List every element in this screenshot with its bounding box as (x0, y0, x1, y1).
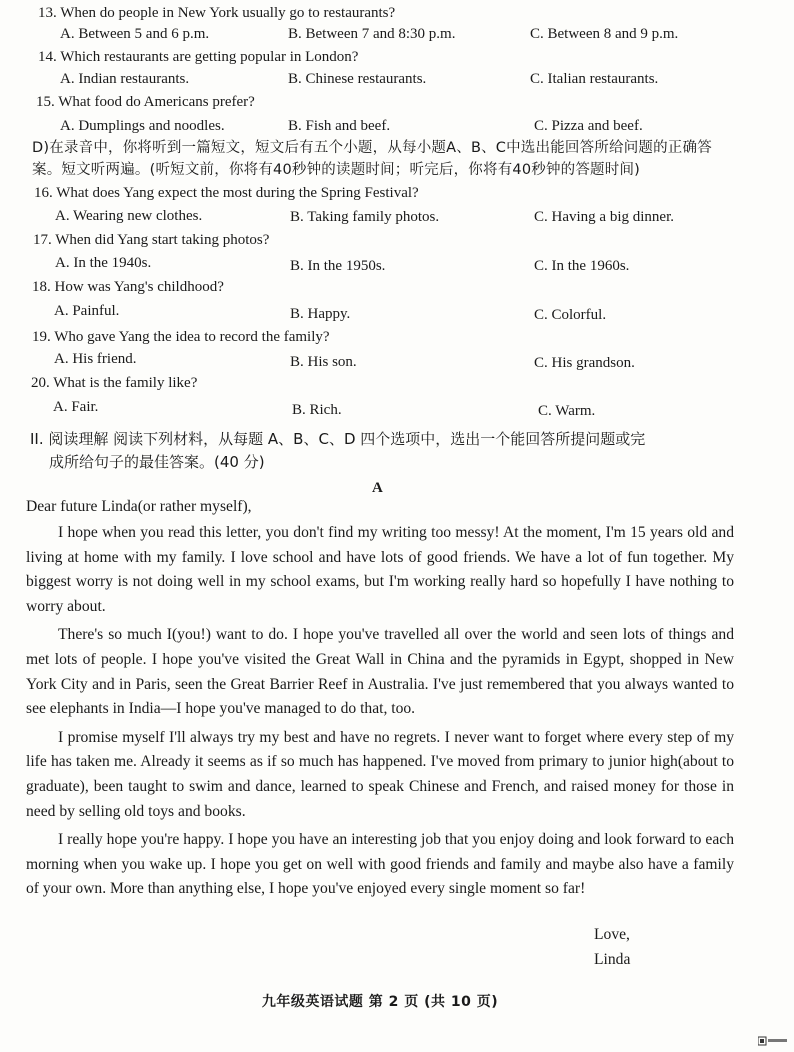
q19-option-c: C. His grandson. (534, 355, 635, 371)
question-20: 20. What is the family like? (31, 375, 198, 391)
q14-option-b: B. Chinese restaurants. (288, 71, 427, 87)
letter-closing: Love, (594, 926, 630, 943)
q18-option-b: B. Happy. (290, 306, 351, 322)
reading-section-heading-line-2: 成所给句子的最佳答案。(40 分) (49, 453, 265, 471)
section-d-instructions-line-2: 案。短文听两遍。(听短文前，你将有40秒钟的读题时间；听完后，你将有40秒钟的答题时间) (32, 162, 641, 178)
question-19: 19. Who gave Yang the idea to record the family? (32, 329, 330, 345)
q20-option-b: B. Rich. (292, 402, 342, 418)
letter-paragraph: I really hope you're happy. I hope you have an interesting job that you enjoy doing and look forward to each morning when you wake up. I hope you get on well with good friends and family and maybe also have a family of your own. More than anything else, I hope you've enjoyed every single moment so far! (26, 831, 734, 898)
letter-paragraph: There's so much I(you!) want to do. I hope you've travelled all over the world and seen lots of things and met lots of people. I hope you've visited the Great Wall in China and the pyramids in Egypt, shopped in New York City and in Paris, seen the Great Barrier Reef in Australia. I've just remembered that you always wanted to see elephants in India—I hope you've managed to do that, too. (26, 626, 734, 718)
letter-paragraph: I promise myself I'll always try my best and have no regrets. I never want to forget where every step of my life has taken me. Already it seems as if so much has happened. I've moved from primary to junior high(about to graduate), been taught to swim and dance, learned to speak Chinese and French, and raised money for those in need by selling old toys and books. (26, 728, 734, 820)
section-d-instructions-line-1: D)在录音中，你将听到一篇短文，短文后有五个小题，从每小题A、B、C中选出能回答所给问题的正确答 (32, 140, 712, 156)
q13-option-c: C. Between 8 and 9 p.m. (530, 26, 679, 42)
letter-body (26, 521, 734, 902)
q13-option-a: A. Between 5 and 6 p.m. (60, 26, 210, 42)
q16-option-c: C. Having a big dinner. (534, 209, 674, 225)
question-16: 16. What does Yang expect the most during the Spring Festival? (34, 185, 419, 201)
q20-option-a: A. Fair. (53, 399, 99, 415)
passage-label: A (372, 480, 383, 496)
page-footer: 九年级英语试题 第 2 页 (共 10 页) (261, 994, 499, 1010)
q18-option-a: A. Painful. (54, 303, 120, 319)
q14-option-c: C. Italian restaurants. (530, 71, 659, 87)
q19-option-b: B. His son. (290, 354, 357, 370)
question-17: 17. When did Yang start taking photos? (33, 232, 270, 248)
q14-option-a: A. Indian restaurants. (60, 71, 190, 87)
q18-option-c: C. Colorful. (534, 307, 607, 323)
q19-option-a: A. His friend. (54, 351, 137, 367)
question-13: 13. When do people in New York usually go to restaurants? (38, 5, 396, 21)
q16-option-a: A. Wearing new clothes. (55, 208, 203, 224)
reading-section-heading-line-1: II. 阅读理解 阅读下列材料，从每题 A、B、C、D 四个选项中，选出一个能回答所提问题或完 (30, 430, 646, 448)
q15-option-c: C. Pizza and beef. (534, 118, 643, 134)
q17-option-c: C. In the 1960s. (534, 258, 630, 274)
q17-option-b: B. In the 1950s. (290, 258, 386, 274)
question-15: 15. What food do Americans prefer? (36, 94, 255, 110)
question-14: 14. Which restaurants are getting popular in London? (38, 49, 359, 65)
q15-option-b: B. Fish and beef. (288, 118, 391, 134)
question-18: 18. How was Yang's childhood? (32, 279, 224, 295)
letter-paragraph: I hope when you read this letter, you don't find my writing too messy! At the moment, I'm 15 years old and living at home with my family. I love school and have lots of good friends. We have a lot of fun together. My biggest worry is not doing well in my school exams, but I'm working really hard so hopefully I have nothing to worry about. (26, 524, 734, 615)
q16-option-b: B. Taking family photos. (290, 209, 440, 225)
letter-signature: Linda (594, 951, 631, 968)
q15-option-a: A. Dumplings and noodles. (60, 118, 225, 134)
q17-option-a: A. In the 1940s. (55, 255, 152, 271)
scanner-watermark-icon (758, 1036, 788, 1048)
q13-option-b: B. Between 7 and 8:30 p.m. (288, 26, 456, 42)
q20-option-c: C. Warm. (538, 403, 596, 419)
letter-salutation: Dear future Linda(or rather myself), (26, 498, 252, 515)
